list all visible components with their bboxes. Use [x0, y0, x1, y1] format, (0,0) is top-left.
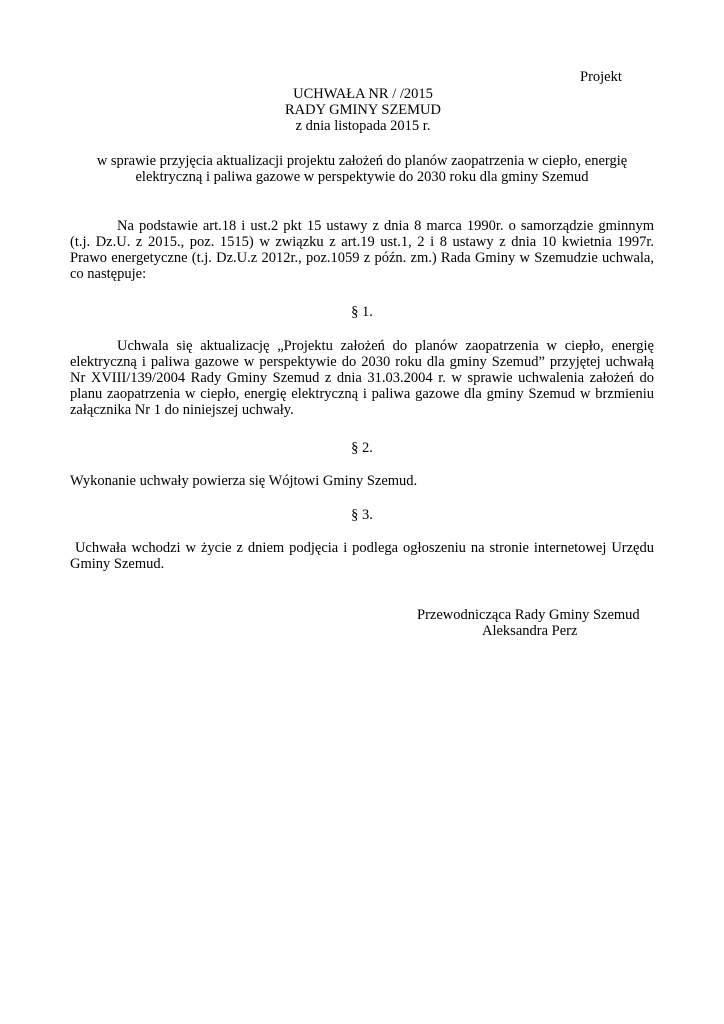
section-2-heading: § 2. — [351, 440, 373, 456]
preamble-line: Na podstawie art.18 i ust.2 pkt 15 ustawy z dnia 8 marca 1990r. o samorządzie gminnym — [117, 218, 654, 234]
resolution-number: UCHWAŁA NR / /2015 — [293, 86, 433, 102]
draft-label: Projekt — [580, 69, 622, 85]
section-line: Uchwała wchodzi w życie z dniem podjęcia i podlega ogłoszeniu na stronie internetowej Urzędu — [70, 540, 654, 556]
signature-name: Aleksandra Perz — [482, 623, 578, 639]
resolution-title — [270, 86, 456, 134]
council-name: RADY GMINY SZEMUD — [284, 102, 441, 118]
subject-line: w sprawie przyjęcia aktualizacji projektu założeń do planów zaopatrzenia w ciepło, energię — [96, 153, 628, 169]
preamble — [70, 218, 654, 282]
section-line: Wykonanie uchwały powierza się Wójtowi Gminy Szemud. — [70, 473, 418, 489]
section-line: Gminy Szemud. — [70, 556, 165, 572]
signature-role: Przewodnicząca Rady Gminy Szemud — [417, 607, 640, 623]
subject-line: elektryczną i paliwa gazowe w perspektywie do 2030 roku dla gminy Szemud — [135, 169, 589, 185]
resolution-date: z dnia listopada 2015 r. — [295, 118, 431, 134]
section-3-body — [70, 540, 654, 572]
resolution-subject — [70, 153, 654, 185]
section-line: elektryczną i paliwa gazowe w perspektywie do 2030 roku dla gminy Szemud” przyjętej uchwałą — [70, 354, 654, 370]
section-line: Nr XVIII/139/2004 Rady Gminy Szemud z dnia 31.03.2004 r. w sprawie uchwalenia założeń do — [70, 370, 654, 386]
section-line: Uchwala się aktualizację „Projektu założeń do planów zaopatrzenia w ciepło, energię — [117, 338, 654, 354]
section-1-heading: § 1. — [351, 304, 373, 320]
preamble-line: Prawo energetyczne (t.j. Dz.U.z 2012r., poz.1059 z późn. zm.) Rada Gminy w Szemudzie uchwala, — [70, 250, 654, 266]
preamble-line: co następuje: — [70, 266, 147, 282]
section-3-heading: § 3. — [351, 507, 373, 523]
section-line: planu zaopatrzenia w ciepło, energię elektryczną i paliwa gazowe dla gminy Szemud w brzmieniu — [70, 386, 654, 402]
section-1-body — [70, 338, 654, 418]
section-2-body — [70, 473, 654, 489]
preamble-line: (t.j. Dz.U. z 2015., poz. 1515) w związku z art.19 ust.1, 2 i 8 ustawy z dnia 10 kwietnia 1997r. — [70, 234, 654, 250]
section-line: załącznika Nr 1 do niniejszej uchwały. — [70, 402, 294, 418]
signature-block — [410, 607, 650, 639]
